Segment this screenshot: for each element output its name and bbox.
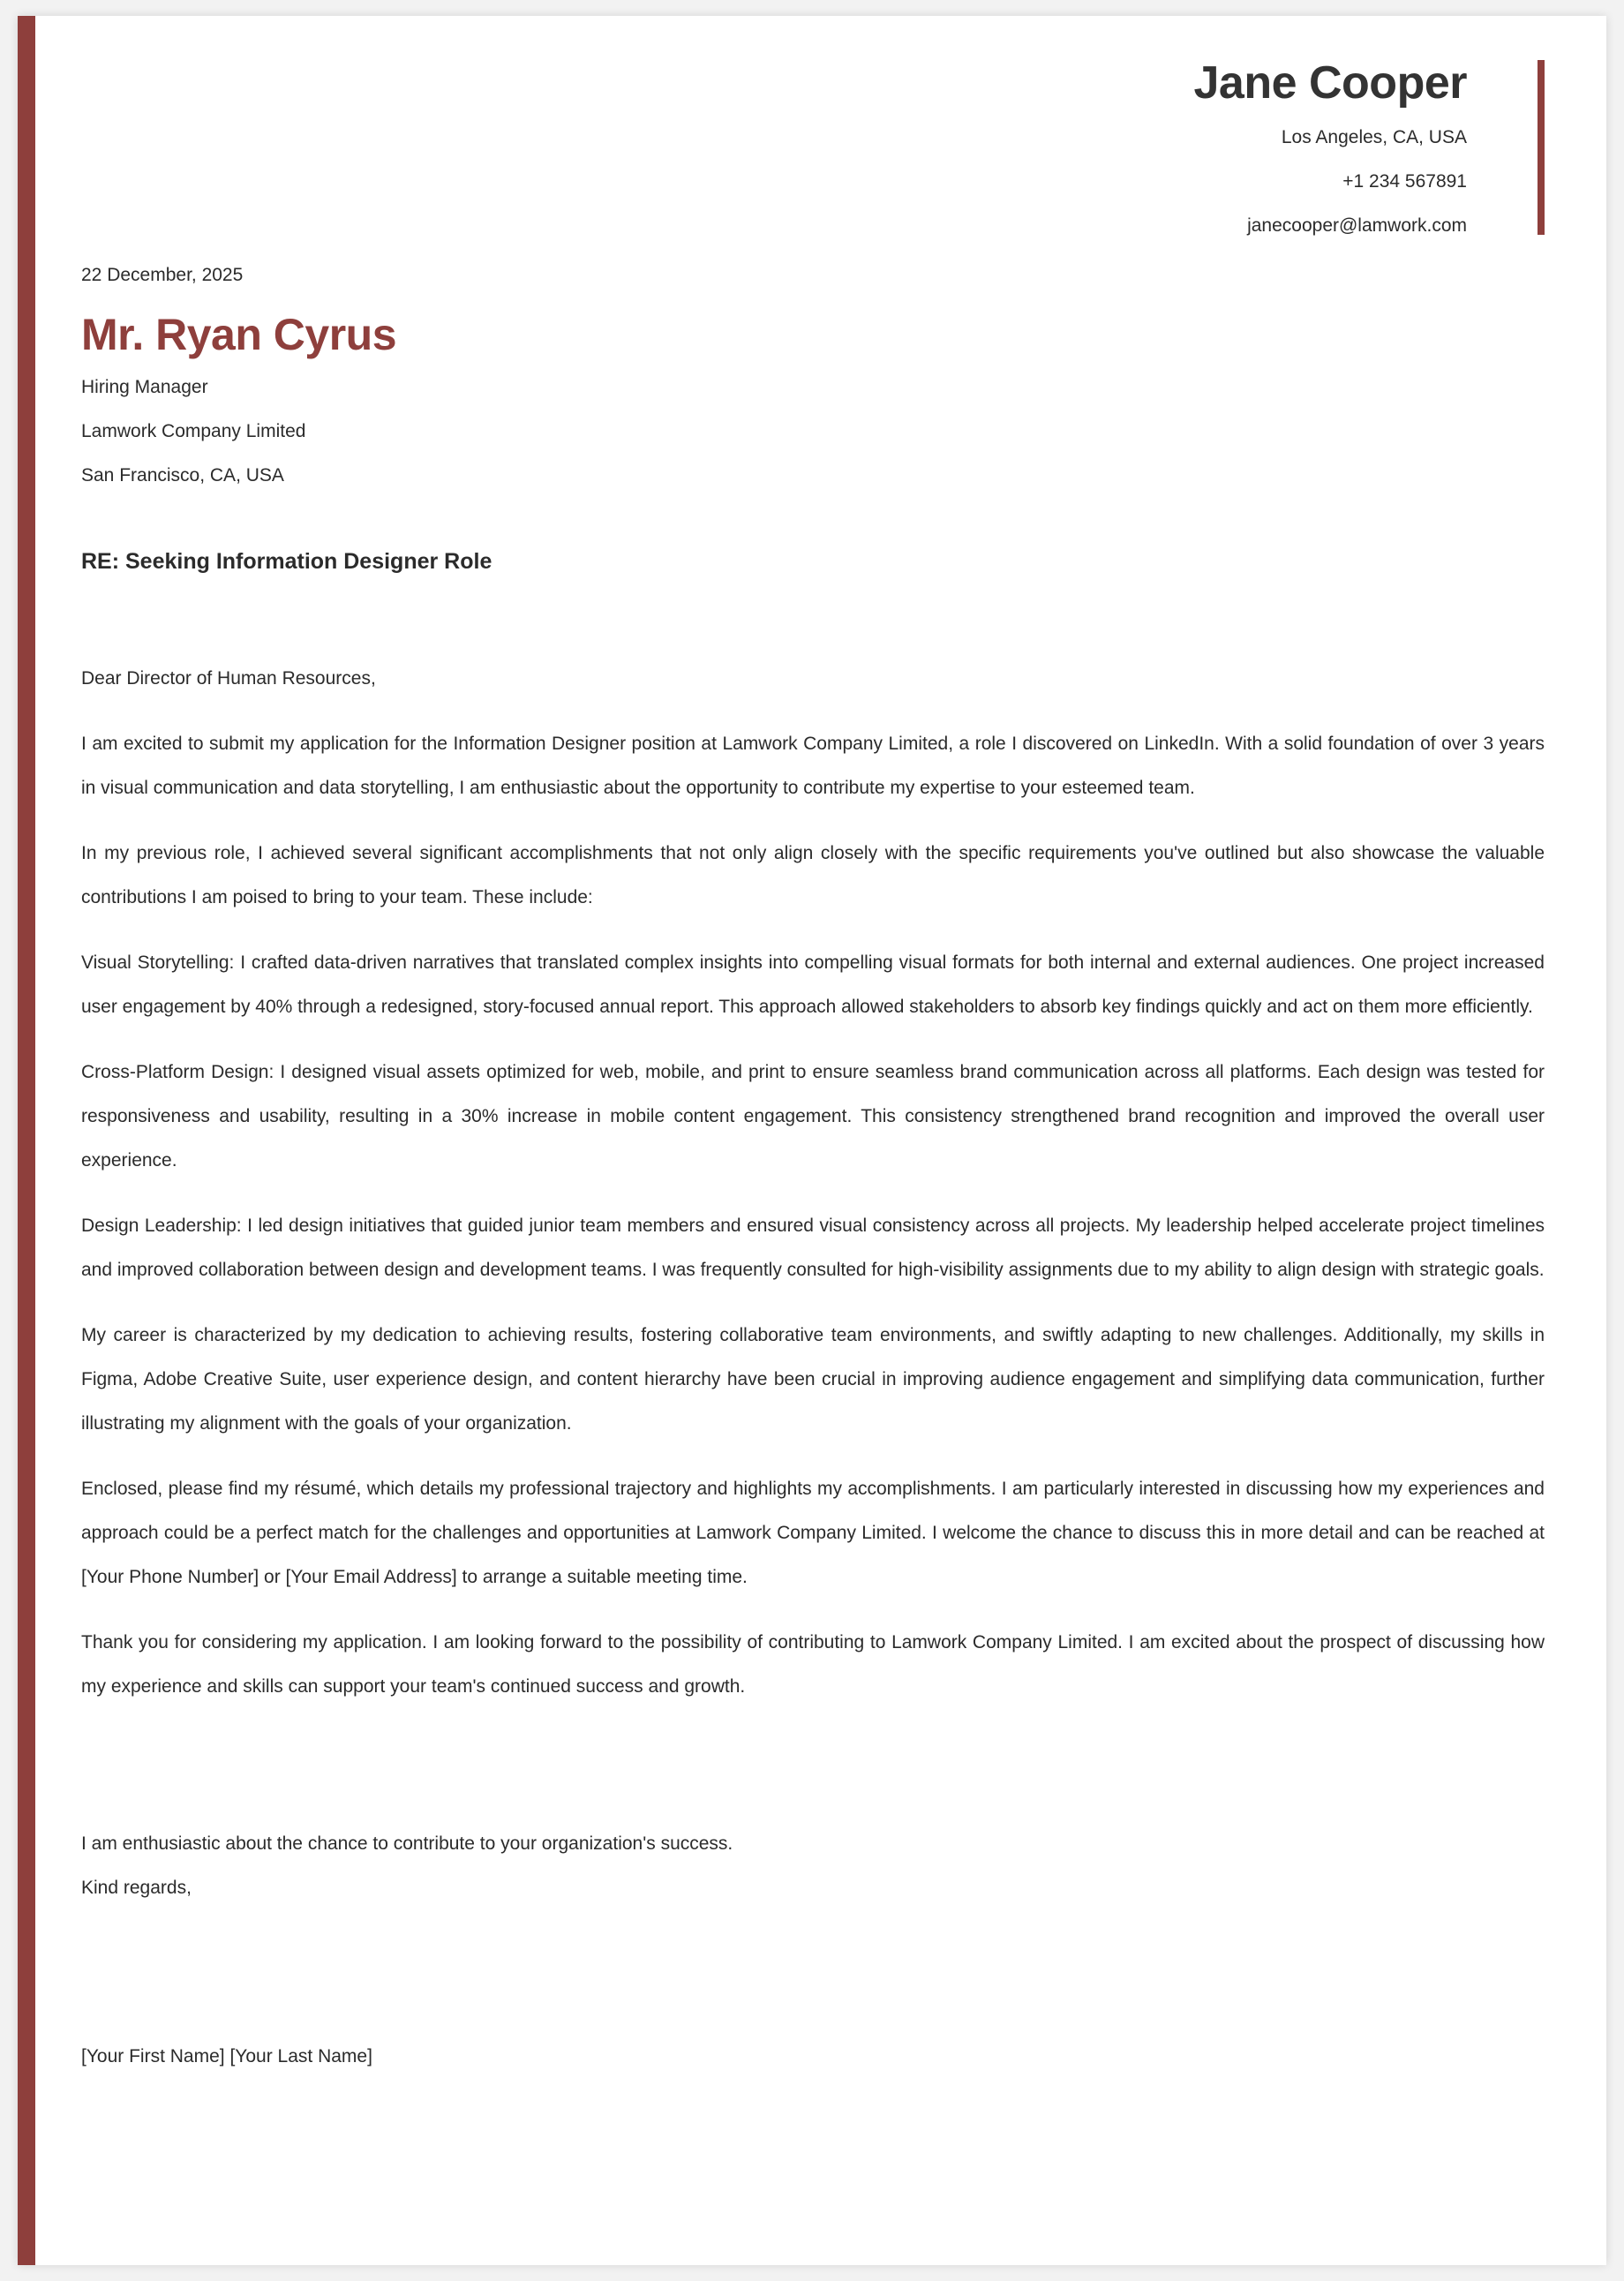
body-paragraph: Visual Storytelling: I crafted data-driven narratives that translated complex insights into compelling visual formats for both internal and external audiences. One project increased user engagement by 40% through a redesigned, story-focused annual report. This approach allowed stakeholders to absorb key findings quickly and act on them more efficiently. (81, 952, 1545, 1017)
recipient-company: Lamwork Company Limited (81, 421, 306, 441)
letter-content (81, 16, 1545, 2265)
signoff: Kind regards, (81, 1878, 192, 1898)
sender-block (1194, 58, 1500, 248)
letter-page (18, 16, 1606, 2265)
closing-block (81, 1822, 733, 1910)
sender-location: Los Angeles, CA, USA (1281, 127, 1467, 148)
body-paragraph: In my previous role, I achieved several significant accomplishments that not only align closely with the specific requirements you've outlined but also showcase the valuable contributions I am poised to bring to your team. These include: (81, 843, 1545, 907)
body-paragraph: Enclosed, please find my résumé, which details my professional trajectory and highlights my accomplishments. I am particularly interested in discussing how my experiences and approach could be a perfect match for the challenges and opportunities at Lamwork Company Limited. I welcome the chance to discuss this in more detail and can be reached at [Your Phone Number] or [Your Email Address] to arrange a suitable meeting time. (81, 1479, 1545, 1587)
body-paragraph: I am excited to submit my application for the Information Designer position at Lamwork Company Limited, a role I discovered on LinkedIn. With a solid foundation of over 3 years in visual communication and data storytelling, I am enthusiastic about the opportunity to contribute my expertise to your esteemed team. (81, 734, 1545, 798)
sender-phone: +1 234 567891 (1342, 171, 1467, 192)
recipient-block (81, 365, 305, 498)
sender-name: Jane Cooper (1193, 57, 1467, 109)
body-paragraph: Thank you for considering my application. I am looking forward to the possibility of contributing to Lamwork Company Limited. I am excited about the prospect of discussing how my experience and skills can support your team's continued success and growth. (81, 1632, 1545, 1697)
recipient-title: Hiring Manager (81, 377, 208, 397)
sender-email: janecooper@lamwork.com (1247, 215, 1467, 237)
recipient-location: San Francisco, CA, USA (81, 465, 284, 486)
body-paragraph: Design Leadership: I led design initiatives that guided junior team members and ensured visual consistency across all projects. My leadership helped accelerate project timelines and improved collaboration between design and development teams. I was frequently consulted for high-visibility assignments due to my ability to align design with strategic goals. (81, 1216, 1545, 1280)
body-paragraph: Cross-Platform Design: I designed visual assets optimized for web, mobile, and print to ensure seamless brand communication across all platforms. Each design was tested for responsiveness and usability, resulting in a 30% increase in mobile content engagement. This consistency strengthened brand recognition and improved the overall user experience. (81, 1062, 1545, 1171)
accent-side-bar (18, 16, 35, 2265)
salutation: Dear Director of Human Resources, (81, 668, 376, 689)
sender-accent-rule (1538, 60, 1545, 235)
letter-body (81, 657, 1545, 1730)
letter-subject: RE: Seeking Information Designer Role (81, 549, 492, 574)
recipient-name: Mr. Ryan Cyrus (81, 310, 397, 359)
closing-line: I am enthusiastic about the chance to contribute to your organization's success. (81, 1833, 733, 1854)
letter-date: 22 December, 2025 (81, 265, 244, 285)
body-paragraph: My career is characterized by my dedication to achieving results, fostering collaborative team environments, and swiftly adapting to new challenges. Additionally, my skills in Figma, Adobe Creative Suite, user experience design, and content hierarchy have been crucial in improving audience engagement and simplifying data communication, further illustrating my alignment with the goals of your organization. (81, 1325, 1545, 1434)
signature-name: [Your First Name] [Your Last Name] (81, 2046, 372, 2066)
